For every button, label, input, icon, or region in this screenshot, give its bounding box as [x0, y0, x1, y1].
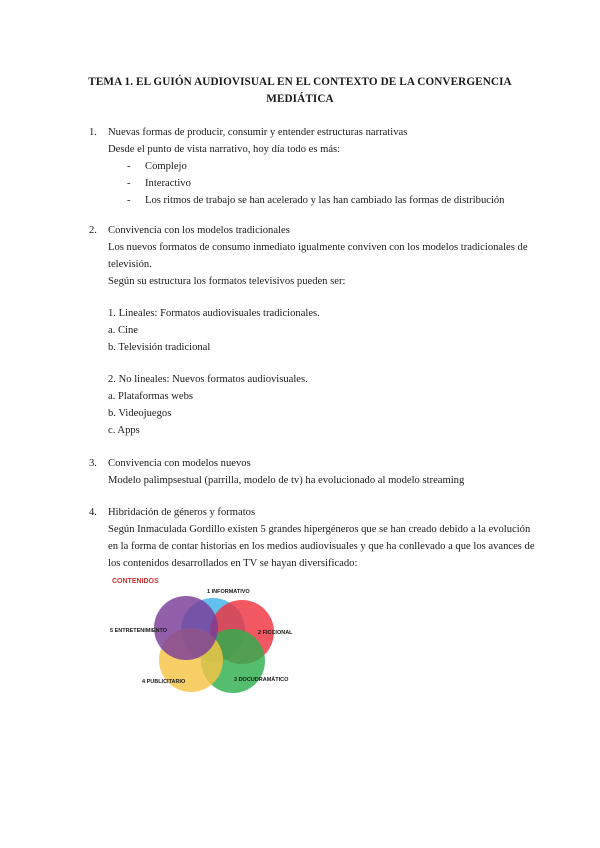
- list-item: a. Plataformas webs: [108, 391, 194, 402]
- section-2-paragraph: Según su estructura los formatos televisivos pueden ser:: [108, 276, 346, 287]
- document-title: [60, 74, 540, 108]
- section-3-text: Modelo palimpsestual (parrilla, modelo de tv) ha evolucionado al modelo streaming: [108, 475, 465, 486]
- bullet-marker: -: [127, 195, 131, 206]
- label-ficcional: 2 FICCIONAL: [258, 630, 293, 636]
- diagram-title: CONTENIDOS: [112, 578, 159, 585]
- section-4-paragraph: en la forma de contar historias en los medios audiovisuales y que ha conllevado a que los avances de: [108, 541, 535, 552]
- section-4-number: 4.: [89, 507, 97, 518]
- title-line-1: TEMA 1. EL GUIÓN AUDIOVISUAL EN EL CONTEXTO DE LA CONVERGENCIA: [88, 76, 512, 88]
- bullet-marker: -: [127, 178, 131, 189]
- label-informativo: 1 INFORMATIVO: [207, 589, 250, 595]
- title-line-2: MEDIÁTICA: [266, 93, 334, 105]
- label-docudramatico: 3 DOCUDRAMÁTICO: [234, 677, 289, 683]
- hypergenres-venn-diagram: [108, 572, 308, 698]
- section-4-paragraph: los contenidos desarrollados en TV se hayan diversificado:: [108, 558, 358, 569]
- label-publicitario: 4 PUBLICITARIO: [142, 679, 186, 685]
- list-item: c. Apps: [108, 425, 140, 436]
- section-3-number: 3.: [89, 458, 97, 469]
- lineales-heading: 1. Lineales: Formatos audiovisuales tradicionales.: [108, 308, 320, 319]
- bullet-item: Interactivo: [145, 178, 191, 189]
- bullet-item: Los ritmos de trabajo se han acelerado y las han cambiado las formas de distribución: [145, 195, 505, 206]
- section-2-paragraph: televisión.: [108, 259, 152, 270]
- section-1-number: 1.: [89, 127, 97, 138]
- nolineales-heading: 2. No lineales: Nuevos formatos audiovisuales.: [108, 374, 308, 385]
- label-entretenimiento: 5 ENTRETENIMIENTO: [110, 628, 168, 634]
- list-item: b. Televisión tradicional: [108, 342, 211, 353]
- bullet-item: Complejo: [145, 161, 187, 172]
- section-1-intro: Desde el punto de vista narrativo, hoy día todo es más:: [108, 144, 341, 155]
- list-item: a. Cine: [108, 325, 139, 336]
- section-2-heading: Convivencia con los modelos tradicionales: [108, 225, 290, 236]
- section-4-paragraph: Según Inmaculada Gordillo existen 5 grandes hipergéneros que se han creado debido a la evolución: [108, 524, 531, 535]
- section-2-paragraph: Los nuevos formatos de consumo inmediato igualmente conviven con los modelos tradicionales de: [108, 242, 528, 253]
- bullet-marker: -: [127, 161, 131, 172]
- section-3-heading: Convivencia con modelos nuevos: [108, 458, 251, 469]
- list-item: b. Videojuegos: [108, 408, 172, 419]
- section-2-number: 2.: [89, 225, 97, 236]
- section-1-heading: Nuevas formas de producir, consumir y entender estructuras narrativas: [108, 127, 408, 138]
- section-4-heading: Hibridación de géneros y formatos: [108, 507, 256, 518]
